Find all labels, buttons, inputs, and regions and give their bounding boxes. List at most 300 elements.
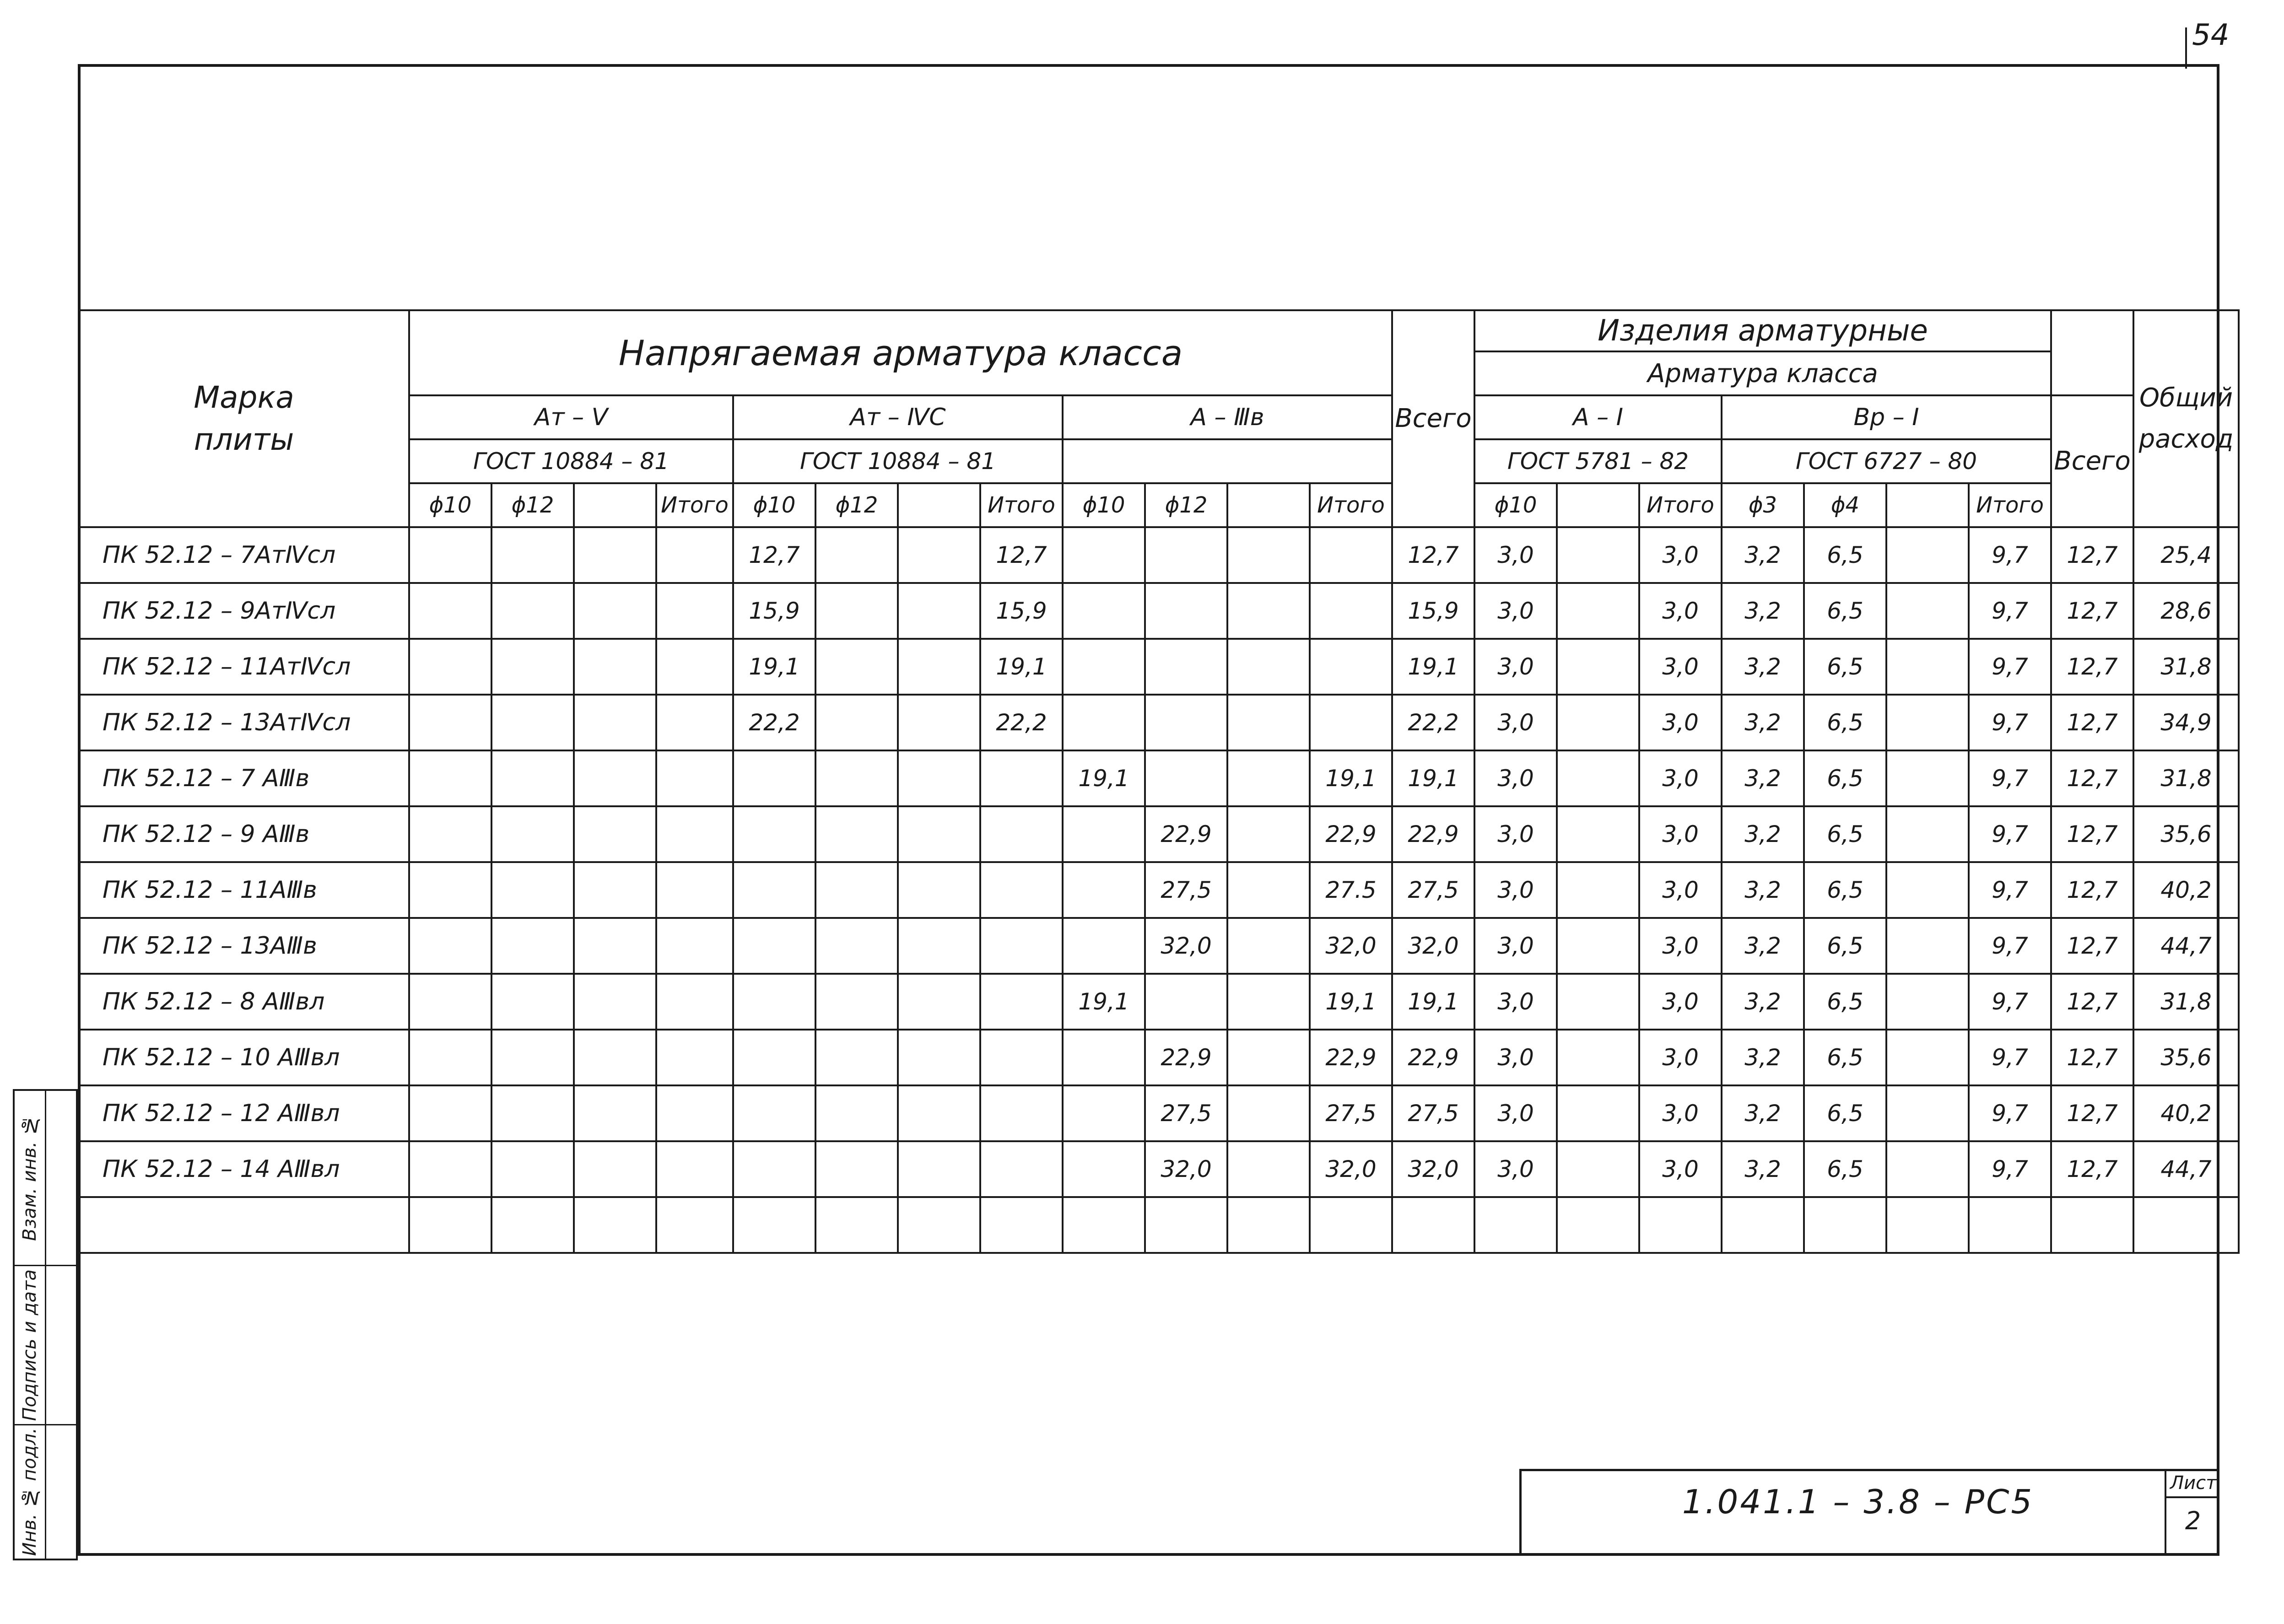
cell-a1-itogo: 3,0 xyxy=(1639,695,1722,750)
cell-total: 31,8 xyxy=(2133,974,2239,1030)
cell-atv-itogo xyxy=(656,1141,733,1197)
side-value-inv xyxy=(46,1425,76,1559)
cell-atc-d10 xyxy=(733,862,815,918)
header-class-at5: Ат – Ⅴ xyxy=(409,395,733,439)
cell-atc-d10: 22,2 xyxy=(733,695,815,750)
cell-vp-d3: 3,2 xyxy=(1722,862,1804,918)
cell-mark: ПК 52.12 – 14 АⅢвл xyxy=(79,1141,409,1197)
cell-atc-d12 xyxy=(815,639,898,695)
header-plity: плиты xyxy=(194,422,294,457)
side-label-vzam-inv: Взам. инв. № xyxy=(19,1115,40,1241)
cell-vp-itogo: 9,7 xyxy=(1969,583,2051,639)
cell-a3-d12: 22,9 xyxy=(1145,806,1227,862)
header-class-vp1: Вр – Ⅰ xyxy=(1722,395,2051,439)
cell-a3-d10 xyxy=(1063,1141,1145,1197)
cell-vp-x xyxy=(1886,806,1969,862)
table-row xyxy=(79,750,2239,806)
header-gost-6727: ГОСТ 6727 – 80 xyxy=(1722,439,2051,483)
cell-atc-d10 xyxy=(733,806,815,862)
cell-mark: ПК 52.12 – 13АⅢв xyxy=(79,918,409,974)
cell-total: 28,6 xyxy=(2133,583,2239,639)
cell-vp-d3: 3,2 xyxy=(1722,583,1804,639)
cell-a3-itogo: 22,9 xyxy=(1310,1030,1392,1085)
header-obshchiy-cell xyxy=(2133,310,2239,527)
header-blank-b xyxy=(898,483,980,527)
cell-a1-x xyxy=(1557,974,1639,1030)
header-d10-b: ϕ10 xyxy=(733,483,815,527)
table-row xyxy=(79,1141,2239,1197)
cell-vp-x xyxy=(1886,974,1969,1030)
cell-vp-d4: 6,5 xyxy=(1804,639,1886,695)
cell-a1-x xyxy=(1557,527,1639,583)
cell-a3-d10 xyxy=(1063,639,1145,695)
cell-a3-d12 xyxy=(1145,639,1227,695)
cell-a3-d12: 27,5 xyxy=(1145,862,1227,918)
header-marka-cell xyxy=(79,310,409,527)
cell-a1-d10: 3,0 xyxy=(1474,974,1557,1030)
header-d12-a: ϕ12 xyxy=(491,483,574,527)
table-row xyxy=(79,806,2239,862)
cell-atv-d10 xyxy=(409,974,491,1030)
cell-a1-x xyxy=(1557,1197,1639,1253)
cell-a1-x xyxy=(1557,750,1639,806)
cell-atv-itogo xyxy=(656,1085,733,1141)
cell-vsego: 22,9 xyxy=(1392,1030,1474,1085)
header-blank-d xyxy=(1557,483,1639,527)
cell-atc-x xyxy=(898,750,980,806)
cell-a3-itogo: 32,0 xyxy=(1310,1141,1392,1197)
cell-vp-d4: 6,5 xyxy=(1804,806,1886,862)
cell-atv-itogo xyxy=(656,974,733,1030)
cell-atc-itogo xyxy=(980,918,1063,974)
cell-atv-itogo xyxy=(656,918,733,974)
table-row xyxy=(79,639,2239,695)
cell-a3-x xyxy=(1227,527,1310,583)
cell-vp-x xyxy=(1886,639,1969,695)
cell-atv-d12 xyxy=(491,1197,574,1253)
header-gost-10884-b: ГОСТ 10884 – 81 xyxy=(733,439,1063,483)
cell-vp-d3: 3,2 xyxy=(1722,639,1804,695)
cell-atc-x xyxy=(898,862,980,918)
cell-atv-itogo xyxy=(656,862,733,918)
cell-vsego2: 12,7 xyxy=(2051,1085,2133,1141)
cell-a3-d12: 22,9 xyxy=(1145,1030,1227,1085)
cell-a3-d10 xyxy=(1063,862,1145,918)
side-value-podpis xyxy=(46,1266,76,1425)
header-blank-c xyxy=(1227,483,1310,527)
header-a3v-gost-empty xyxy=(1063,439,1392,483)
cell-atc-itogo: 22,2 xyxy=(980,695,1063,750)
cell-atv-itogo xyxy=(656,527,733,583)
cell-atv-d10 xyxy=(409,583,491,639)
cell-atc-itogo xyxy=(980,750,1063,806)
cell-atc-d12 xyxy=(815,1141,898,1197)
header-gost-10884-a: ГОСТ 10884 – 81 xyxy=(409,439,733,483)
side-label-podpis-data: Подпись и дата xyxy=(19,1269,40,1421)
cell-a3-d10 xyxy=(1063,695,1145,750)
sheet-number: 54 xyxy=(2192,18,2230,52)
cell-atc-d12 xyxy=(815,750,898,806)
table-row xyxy=(79,974,2239,1030)
cell-vsego2: 12,7 xyxy=(2051,639,2133,695)
cell-a1-d10 xyxy=(1474,1197,1557,1253)
cell-a3-d12 xyxy=(1145,1197,1227,1253)
cell-vsego xyxy=(1392,1197,1474,1253)
cell-total: 31,8 xyxy=(2133,750,2239,806)
header-class-a3v: А – Ⅲв xyxy=(1063,395,1392,439)
cell-vp-x xyxy=(1886,918,1969,974)
cell-atv-d10 xyxy=(409,918,491,974)
cell-a3-x xyxy=(1227,1141,1310,1197)
cell-a1-itogo: 3,0 xyxy=(1639,806,1722,862)
cell-atv-d12 xyxy=(491,862,574,918)
cell-a1-x xyxy=(1557,1030,1639,1085)
cell-vp-x xyxy=(1886,862,1969,918)
cell-atc-x xyxy=(898,695,980,750)
cell-mark: ПК 52.12 – 11АⅢв xyxy=(79,862,409,918)
header-row-1 xyxy=(79,310,2239,351)
cell-a1-itogo: 3,0 xyxy=(1639,639,1722,695)
cell-atc-itogo xyxy=(980,806,1063,862)
cell-vp-d4: 6,5 xyxy=(1804,1030,1886,1085)
cell-a3-d12 xyxy=(1145,974,1227,1030)
header-d10-c: ϕ10 xyxy=(1063,483,1145,527)
cell-atc-d10: 12,7 xyxy=(733,527,815,583)
cell-vp-itogo: 9,7 xyxy=(1969,639,2051,695)
cell-atv-x xyxy=(574,527,656,583)
cell-a1-x xyxy=(1557,806,1639,862)
header-d3-e: ϕ3 xyxy=(1722,483,1804,527)
cell-vp-d4: 6,5 xyxy=(1804,974,1886,1030)
table-row xyxy=(79,862,2239,918)
cell-atc-x xyxy=(898,974,980,1030)
cell-total: 35,6 xyxy=(2133,806,2239,862)
cell-a3-x xyxy=(1227,862,1310,918)
header-itogo-e: Итого xyxy=(1969,483,2051,527)
cell-vp-d3: 3,2 xyxy=(1722,1030,1804,1085)
table-row xyxy=(79,918,2239,974)
cell-vp-x xyxy=(1886,695,1969,750)
cell-atv-x xyxy=(574,806,656,862)
cell-atc-d10 xyxy=(733,750,815,806)
cell-mark: ПК 52.12 – 9АтⅣсл xyxy=(79,583,409,639)
cell-a1-itogo: 3,0 xyxy=(1639,1030,1722,1085)
cell-a3-d12 xyxy=(1145,750,1227,806)
cell-a1-itogo: 3,0 xyxy=(1639,974,1722,1030)
cell-a1-d10: 3,0 xyxy=(1474,750,1557,806)
cell-a3-itogo: 19,1 xyxy=(1310,974,1392,1030)
cell-vp-x xyxy=(1886,1197,1969,1253)
cell-atc-d10 xyxy=(733,1030,815,1085)
cell-atv-d12 xyxy=(491,1030,574,1085)
cell-vp-itogo: 9,7 xyxy=(1969,974,2051,1030)
cell-vsego2: 12,7 xyxy=(2051,1030,2133,1085)
cell-atc-d12 xyxy=(815,862,898,918)
cell-vsego2: 12,7 xyxy=(2051,1141,2133,1197)
cell-atc-x xyxy=(898,918,980,974)
cell-a1-itogo: 3,0 xyxy=(1639,1141,1722,1197)
cell-a3-itogo xyxy=(1310,639,1392,695)
title-block-sheet-line xyxy=(2165,1496,2219,1498)
cell-atc-x xyxy=(898,1141,980,1197)
cell-atc-itogo xyxy=(980,974,1063,1030)
cell-total: 35,6 xyxy=(2133,1030,2239,1085)
side-value-vzam xyxy=(46,1091,76,1266)
header-marka: Марка xyxy=(194,379,294,415)
cell-atv-x xyxy=(574,974,656,1030)
cell-vp-d4: 6,5 xyxy=(1804,1085,1886,1141)
cell-mark: ПК 52.12 – 7 АⅢв xyxy=(79,750,409,806)
header-gost-5781: ГОСТ 5781 – 82 xyxy=(1474,439,1722,483)
header-itogo-c: Итого xyxy=(1310,483,1392,527)
cell-vsego: 19,1 xyxy=(1392,750,1474,806)
cell-vp-x xyxy=(1886,750,1969,806)
cell-a1-x xyxy=(1557,1085,1639,1141)
cell-vsego2: 12,7 xyxy=(2051,918,2133,974)
cell-atv-x xyxy=(574,1030,656,1085)
cell-vsego: 19,1 xyxy=(1392,639,1474,695)
cell-vp-itogo: 9,7 xyxy=(1969,862,2051,918)
cell-a1-itogo xyxy=(1639,1197,1722,1253)
title-block-divider xyxy=(2165,1469,2166,1556)
cell-vp-itogo: 9,7 xyxy=(1969,1141,2051,1197)
cell-a1-itogo: 3,0 xyxy=(1639,583,1722,639)
cell-vp-d4: 6,5 xyxy=(1804,583,1886,639)
cell-atv-d10 xyxy=(409,806,491,862)
cell-atc-d10: 15,9 xyxy=(733,583,815,639)
cell-atv-itogo xyxy=(656,583,733,639)
cell-atv-itogo xyxy=(656,639,733,695)
cell-atv-x xyxy=(574,583,656,639)
cell-mark: ПК 52.12 – 9 АⅢв xyxy=(79,806,409,862)
table-row xyxy=(79,1030,2239,1085)
cell-mark: ПК 52.12 – 7АтⅣсл xyxy=(79,527,409,583)
cell-atv-d10 xyxy=(409,862,491,918)
cell-mark: ПК 52.12 – 12 АⅢвл xyxy=(79,1085,409,1141)
cell-mark: ПК 52.12 – 8 АⅢвл xyxy=(79,974,409,1030)
cell-vsego: 32,0 xyxy=(1392,918,1474,974)
cell-atc-x xyxy=(898,639,980,695)
cell-vsego2: 12,7 xyxy=(2051,750,2133,806)
cell-atv-x xyxy=(574,1085,656,1141)
cell-vp-itogo: 9,7 xyxy=(1969,918,2051,974)
cell-vsego: 19,1 xyxy=(1392,974,1474,1030)
cell-vsego: 27,5 xyxy=(1392,862,1474,918)
cell-vsego: 32,0 xyxy=(1392,1141,1474,1197)
cell-vp-d4: 6,5 xyxy=(1804,527,1886,583)
header-d12-c: ϕ12 xyxy=(1145,483,1227,527)
cell-atc-itogo: 19,1 xyxy=(980,639,1063,695)
sheet-label: Лист xyxy=(2170,1473,2217,1494)
header-itogo-b: Итого xyxy=(980,483,1063,527)
cell-vp-d4: 6,5 xyxy=(1804,862,1886,918)
cell-atv-d12 xyxy=(491,527,574,583)
cell-vp-itogo: 9,7 xyxy=(1969,527,2051,583)
cell-atv-itogo xyxy=(656,1197,733,1253)
cell-a3-itogo: 22,9 xyxy=(1310,806,1392,862)
cell-atc-d12 xyxy=(815,1197,898,1253)
cell-a1-itogo: 3,0 xyxy=(1639,918,1722,974)
cell-vp-itogo xyxy=(1969,1197,2051,1253)
cell-vp-d3: 3,2 xyxy=(1722,1085,1804,1141)
cell-atc-itogo: 15,9 xyxy=(980,583,1063,639)
side-label-inv-podl: Инв. № подл. xyxy=(19,1428,40,1556)
cell-vsego2 xyxy=(2051,1197,2133,1253)
cell-a3-x xyxy=(1227,1030,1310,1085)
cell-a1-itogo: 3,0 xyxy=(1639,1085,1722,1141)
cell-atc-d12 xyxy=(815,974,898,1030)
table-body xyxy=(79,527,2239,1253)
cell-atv-x xyxy=(574,862,656,918)
cell-a1-d10: 3,0 xyxy=(1474,1085,1557,1141)
header-itogo-d: Итого xyxy=(1639,483,1722,527)
cell-vp-x xyxy=(1886,1085,1969,1141)
cell-a1-d10: 3,0 xyxy=(1474,862,1557,918)
cell-a1-d10: 3,0 xyxy=(1474,583,1557,639)
cell-vp-itogo: 9,7 xyxy=(1969,1085,2051,1141)
cell-mark: ПК 52.12 – 13АтⅣсл xyxy=(79,695,409,750)
cell-total xyxy=(2133,1197,2239,1253)
cell-vp-itogo: 9,7 xyxy=(1969,1030,2051,1085)
cell-vsego: 22,2 xyxy=(1392,695,1474,750)
cell-atv-d10 xyxy=(409,750,491,806)
cell-atv-d10 xyxy=(409,1030,491,1085)
cell-atv-d12 xyxy=(491,695,574,750)
header-products: Изделия арматурные xyxy=(1474,310,2051,351)
cell-a3-x xyxy=(1227,918,1310,974)
cell-a3-itogo: 32,0 xyxy=(1310,918,1392,974)
cell-vsego2: 12,7 xyxy=(2051,974,2133,1030)
cell-vsego2: 12,7 xyxy=(2051,583,2133,639)
header-prestressed: Напрягаемая арматура класса xyxy=(409,310,1392,395)
cell-atc-itogo xyxy=(980,1030,1063,1085)
cell-a3-d12 xyxy=(1145,583,1227,639)
cell-atc-itogo xyxy=(980,1085,1063,1141)
cell-atv-d12 xyxy=(491,583,574,639)
header-itogo-a: Итого xyxy=(656,483,733,527)
cell-mark: ПК 52.12 – 10 АⅢвл xyxy=(79,1030,409,1085)
cell-total: 25,4 xyxy=(2133,527,2239,583)
cell-vp-itogo: 9,7 xyxy=(1969,750,2051,806)
cell-vsego: 22,9 xyxy=(1392,806,1474,862)
cell-vp-d4: 6,5 xyxy=(1804,750,1886,806)
cell-a1-x xyxy=(1557,583,1639,639)
cell-vsego2: 12,7 xyxy=(2051,806,2133,862)
cell-vp-d3: 3,2 xyxy=(1722,750,1804,806)
cell-a3-d12: 32,0 xyxy=(1145,1141,1227,1197)
cell-vp-itogo: 9,7 xyxy=(1969,806,2051,862)
cell-atv-itogo xyxy=(656,695,733,750)
cell-a3-d10 xyxy=(1063,918,1145,974)
cell-a3-x xyxy=(1227,750,1310,806)
side-cell-inv xyxy=(15,1425,45,1559)
cell-atv-x xyxy=(574,750,656,806)
cell-a3-x xyxy=(1227,583,1310,639)
cell-vp-d3: 3,2 xyxy=(1722,527,1804,583)
cell-a3-itogo: 27.5 xyxy=(1310,862,1392,918)
header-obshchiy: Общий xyxy=(2139,383,2233,413)
cell-a1-itogo: 3,0 xyxy=(1639,862,1722,918)
cell-atc-d12 xyxy=(815,695,898,750)
cell-atv-d12 xyxy=(491,918,574,974)
cell-atv-itogo xyxy=(656,806,733,862)
cell-atc-d10 xyxy=(733,974,815,1030)
cell-vp-d3 xyxy=(1722,1197,1804,1253)
cell-a3-d10: 19,1 xyxy=(1063,974,1145,1030)
cell-a1-d10: 3,0 xyxy=(1474,918,1557,974)
cell-vp-d4: 6,5 xyxy=(1804,695,1886,750)
cell-a1-itogo: 3,0 xyxy=(1639,750,1722,806)
cell-vp-x xyxy=(1886,527,1969,583)
reinforcement-spec-table xyxy=(78,309,2240,1254)
cell-vsego2: 12,7 xyxy=(2051,695,2133,750)
cell-atv-d10 xyxy=(409,1085,491,1141)
cell-a3-d10 xyxy=(1063,1197,1145,1253)
header-d4-e: ϕ4 xyxy=(1804,483,1886,527)
cell-a1-d10: 3,0 xyxy=(1474,695,1557,750)
cell-mark xyxy=(79,1197,409,1253)
cell-atc-x xyxy=(898,527,980,583)
side-cell-vzam xyxy=(15,1091,45,1266)
header-d10-a: ϕ10 xyxy=(409,483,491,527)
cell-atc-x xyxy=(898,1085,980,1141)
cell-atc-d12 xyxy=(815,583,898,639)
cell-a1-d10: 3,0 xyxy=(1474,1141,1557,1197)
cell-atc-itogo xyxy=(980,1197,1063,1253)
sheet-value: 2 xyxy=(2185,1506,2201,1535)
cell-a3-d10 xyxy=(1063,1030,1145,1085)
cell-vp-d3: 3,2 xyxy=(1722,1141,1804,1197)
cell-atv-itogo xyxy=(656,1030,733,1085)
header-vsego-products: Всего xyxy=(2051,395,2133,527)
cell-a3-d12 xyxy=(1145,695,1227,750)
header-d12-b: ϕ12 xyxy=(815,483,898,527)
cell-atc-itogo xyxy=(980,862,1063,918)
cell-a3-d12 xyxy=(1145,527,1227,583)
header-class-at4c: Ат – ⅣС xyxy=(733,395,1063,439)
cell-atc-d12 xyxy=(815,918,898,974)
cell-atv-d10 xyxy=(409,1141,491,1197)
cell-a3-itogo xyxy=(1310,695,1392,750)
header-d10-d: ϕ10 xyxy=(1474,483,1557,527)
cell-a3-itogo xyxy=(1310,527,1392,583)
cell-atv-x xyxy=(574,918,656,974)
cell-vp-x xyxy=(1886,1030,1969,1085)
header-armatura-klassa: Арматура класса xyxy=(1474,351,2051,395)
cell-vp-d3: 3,2 xyxy=(1722,974,1804,1030)
cell-total: 34,9 xyxy=(2133,695,2239,750)
cell-atv-d12 xyxy=(491,639,574,695)
table-row xyxy=(79,527,2239,583)
cell-atc-x xyxy=(898,1197,980,1253)
cell-a3-x xyxy=(1227,1085,1310,1141)
cell-total: 44,7 xyxy=(2133,1141,2239,1197)
cell-atv-x xyxy=(574,639,656,695)
cell-a1-d10: 3,0 xyxy=(1474,1030,1557,1085)
cell-atc-x xyxy=(898,806,980,862)
header-vsego-main: Всего xyxy=(1392,310,1474,527)
cell-vp-d3: 3,2 xyxy=(1722,695,1804,750)
cell-total: 40,2 xyxy=(2133,862,2239,918)
cell-a1-x xyxy=(1557,639,1639,695)
cell-a3-x xyxy=(1227,806,1310,862)
cell-atc-d10 xyxy=(733,918,815,974)
cell-atc-d10 xyxy=(733,1141,815,1197)
cell-a3-itogo: 19,1 xyxy=(1310,750,1392,806)
cell-vp-d4: 6,5 xyxy=(1804,1141,1886,1197)
cell-vsego: 12,7 xyxy=(1392,527,1474,583)
cell-atv-d12 xyxy=(491,974,574,1030)
